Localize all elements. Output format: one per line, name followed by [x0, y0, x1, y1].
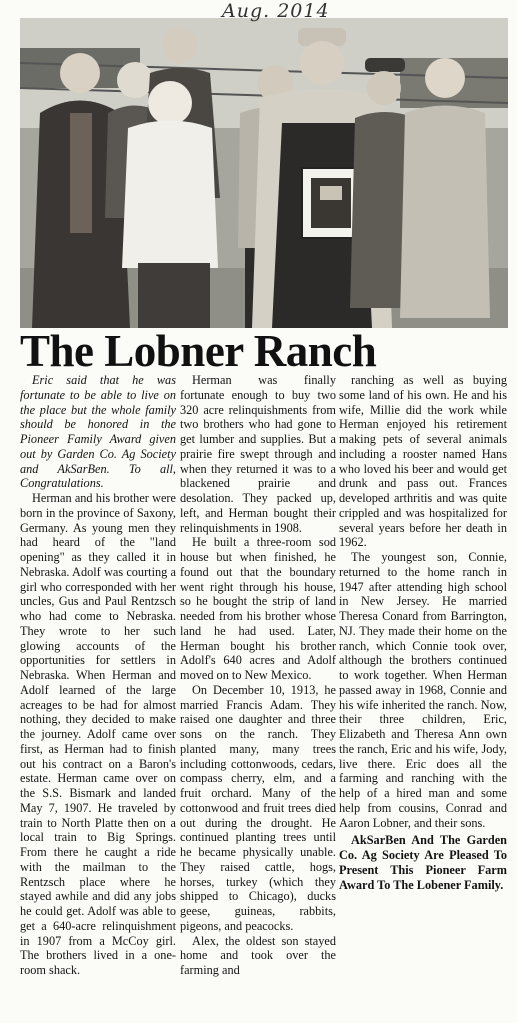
- article-column-2: [180, 373, 336, 1018]
- article-column-3: [339, 373, 507, 1018]
- handwritten-date-note: Aug. 2014: [222, 0, 330, 22]
- article-paragraph: Herman and his brother were born in the province of Saxony, Germany. As young men they had heard of the "land opening" as they called it in Nebraska. Adolf was courting a girl who corresponded with her uncles, Gus and Paul Rentzsch who had come to Nebraska. They wrote to her such glowing accounts of the opportunities for settlers in Nebraska. When Herman and Adolf learned of the large acreages to be had for almost nothing, they decided to make the journey. Adolf came over first, as Herman had to finish out his contract on a Baron's estate. Herman came over on the S.S. Bismark and landed May 7, 1907. He traveled by train to North Platte then on a local train to Big Springs. From there he caught a ride with the mailman to the Rentzsch place where he stayed awhile and did any jobs he could get. Adolf was able to get a 640-acre relinquishment in 1907 from a McCoy girl. The brothers lived in a one-room shack.: [20, 491, 176, 977]
- article-paragraph: The youngest son, Connie, returned to the home ranch in 1947 after attending high school in New Jersey. He married Theresa Conard from Barrington, NJ. They made their home on the ranch, which Connie took over, although the brothers continued to work together. When Herman passed away in 1968, Connie and his wife inherited the ranch. Now, their three children, Eric, Elizabeth and Theresa Ann own the ranch, Eric and his wife, Jody, live there. Eric does all the farming and ranching with the help of a hired man and some help from cousins, Conrad and Aaron Lobner, and their sons.: [339, 550, 507, 830]
- intro-paragraph: Eric said that he was fortunate to be able to live on the place but the whole family should be honored in the Pioneer Family Award given out by Garden Co. Ag Society and AkSarBen. To all, Congratulations.: [20, 373, 176, 491]
- family-photo: [20, 18, 508, 328]
- article-column-1: [20, 373, 176, 1018]
- headline: The Lobner Ranch: [20, 326, 377, 376]
- article-paragraph: On December 10, 1913, he married Francis Adam. They raised one daughter and three sons on the ranch. They planted many, many trees including cottonwoods, cedars, compass cherry, elm, and a fruit orchard. Many of the cottonwood and fruit trees died out during the drought. He continued planting trees until he became physically unable. They raised cattle, hogs, horses, turkey (which they shipped to Chicago), ducks geese, guineas, rabbits, pigeons, and peacocks.: [180, 682, 336, 933]
- closing-statement: AkSarBen And The Garden Co. Ag Society Are Pleased To Present This Pioneer Farm Award To The Lobener Family.: [339, 833, 507, 892]
- article-paragraph: Herman was finally fortunate enough to buy two 320 acre relinquishments from two brothers who had gone to get lumber and supplies. But a prairie fire swept through and when they returned it was to a blackened prairie and desolation. They packed up, left, and Herman bought their relinquishments in 1908.: [180, 373, 336, 535]
- article-paragraph: He built a three-room sod house but when finished, he found out that the boundary went right through his house, so he bought the strip of land needed from his brother whose land he had used. Later, Herman bought his brother Adolf's 640 acres and Adolf moved on to New Mexico.: [180, 535, 336, 682]
- article-paragraph: ranching as well as buying some land of his own. He and his wife, Millie did the work while Herman enjoyed his retirement making pets of several animals including a rooster named Hans who loved his beer and would get drunk and pass out. Frances developed arthritis and was quite crippled and was hospitalized for several years before her death in 1962.: [339, 373, 507, 550]
- article-paragraph: Alex, the oldest son stayed home and took over the farming and: [180, 933, 336, 977]
